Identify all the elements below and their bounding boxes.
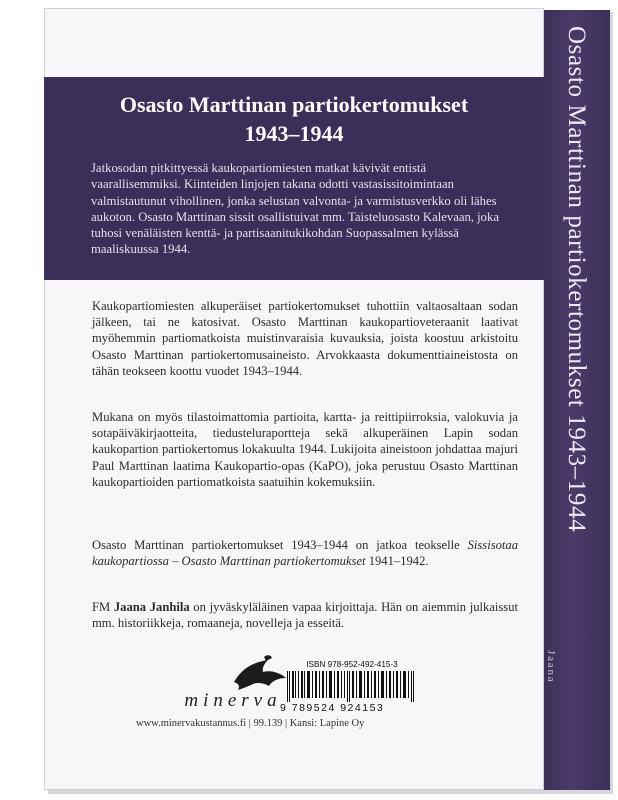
panel-paragraph: Jatkosodan pitkittyessä kaukopartiomiesten matkat kävivät entistä vaarallisemmiksi. Kiinteiden linjojen takana odotti vastasissitoimintaan valmistautunut vihollinen, jonka selustan valvonta- ja varmistusverkko oli lähes aukoton. Osasto Marttinan sissit osallistuivat mm. Taisteluosasto Kalevaan, joka tuhosi venäläisten kenttä- ja partisaanitukikohdan Suopassalmen kylässä maaliskuussa 1944. [91, 161, 499, 257]
paragraph-3-italic-title: Sissisotaa kaukopartiossa – Osasto Marttinan partiokertomukset [92, 538, 518, 569]
book-title-line-2: 1943–1944 [244, 121, 344, 146]
body-paragraph-1: Kaukopartiomiesten alkuperäiset partiokertomukset tuhottiin valtaosaltaan sodan jälkeen, tai ne katosivat. Osasto Marttinan kaukopartioveteraanit laativat myöhemmin partiomatkoista muistinvaraisia kuvauksia, joista koostuu arkistoitu Osasto Marttinan partiokertomusaineisto. Arvokkaasta dokumenttiaineistosta on tähän teokseen koottu vuodet 1943–1944. [92, 299, 518, 378]
publisher-website-line: www.minervakustannus.fi | 99.139 | Kansi: Lapine Oy [136, 718, 365, 729]
body-paragraph-2: Mukana on myös tilastoimattomia partioita, kartta- ja reittipiirroksia, valokuvia ja sotapäiväkirjaotteita, tiedusteluraportteja sekä alkuperäinen Lapin sodan kaukopartion partiokertomus lokakuulta 1944. Lukijoita aineistoon johdattaa majuri Paul Marttinan laatima Kaukopartio-opas (KaPO), joka perustuu Osasto Marttinan kaukopartioiden partiomatkoista saatuihin kokemuksiin. [92, 410, 518, 489]
body-paragraph-3 [92, 537, 518, 569]
book-title-line-1: Osasto Marttinan partiokertomukset [119, 92, 469, 117]
spine-title: Osasto Marttinan partiokertomukset 1943–1944 [563, 26, 590, 533]
author-bio-rest: on jyväskyläläinen vapaa kirjoittaja. Hän on aiemmin julkaissut mm. historiikkeja, romaaneja, novelleja ja esseitä. [92, 600, 518, 631]
isbn-label: ISBN 978-952-492-415-3 [306, 660, 398, 669]
barcode-number: 9 789524 924153 [280, 702, 385, 714]
paragraph-3-start: Osasto Marttinan partiokertomukset 1943–1944 on jatkoa teokselle [92, 538, 460, 552]
paragraph-3-end: 1941–1942. [365, 554, 429, 569]
title-panel [44, 77, 544, 280]
book-spine [544, 10, 610, 790]
spine-author: Jaana [545, 650, 557, 684]
author-bio [92, 599, 518, 631]
publisher-name: minerva [184, 690, 282, 711]
barcode [286, 671, 418, 702]
author-name: Jaana Janhila [113, 600, 190, 614]
author-prefix: FM [92, 600, 114, 614]
